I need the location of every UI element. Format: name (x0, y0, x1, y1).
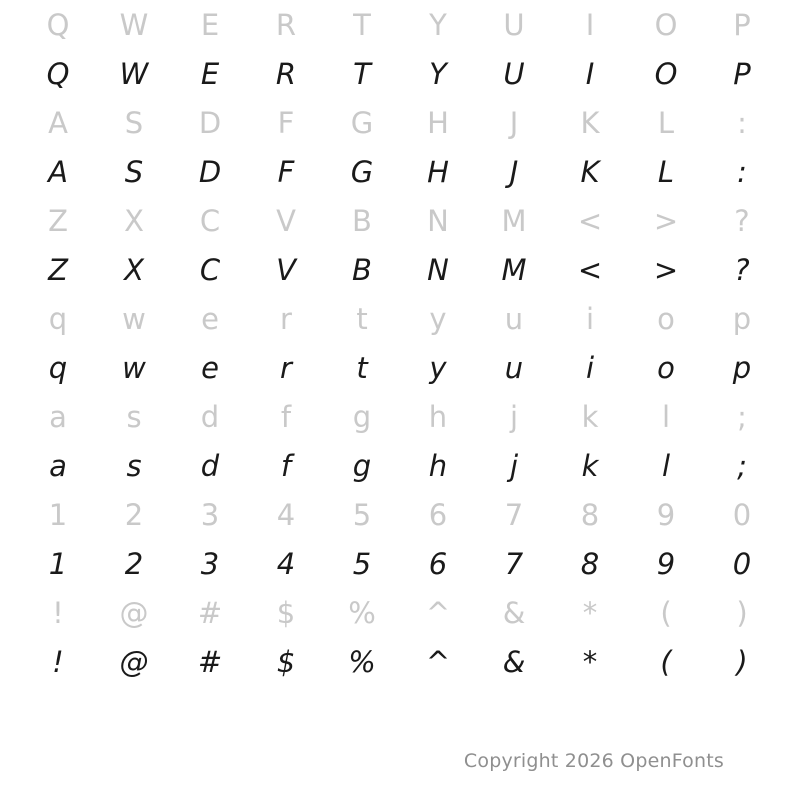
glyph-row-sample (20, 246, 780, 294)
glyph-cell: ( (660, 644, 672, 679)
glyph-cell: w (122, 350, 146, 385)
glyph-cell: D (198, 105, 222, 140)
glyph-row-pair (20, 98, 780, 196)
glyph-cell: g (352, 448, 372, 483)
glyph-cell: d (200, 448, 220, 483)
glyph-cell: O (654, 56, 678, 91)
glyph-cell: ! (52, 644, 64, 679)
glyph-cell: J (509, 105, 519, 140)
glyph-cell: 3 (200, 546, 220, 581)
glyph-cell: : (737, 154, 747, 189)
glyph-cell: ; (737, 448, 747, 483)
glyph-cell: F (277, 154, 295, 189)
glyph-cell: H (427, 105, 449, 140)
glyph-cell: 1 (48, 546, 68, 581)
glyph-cell: y (429, 350, 447, 385)
glyph-cell: i (585, 301, 595, 336)
glyph-cell: 7 (504, 497, 524, 532)
glyph-cell: ) (736, 644, 748, 679)
glyph-cell: K (580, 154, 600, 189)
glyph-cell: X (124, 203, 144, 238)
glyph-cell: U (503, 56, 525, 91)
glyph-row-sample (20, 50, 780, 98)
glyph-cell: G (350, 154, 374, 189)
glyph-row-reference (20, 196, 780, 246)
glyph-cell: f (280, 399, 292, 434)
glyph-cell: s (126, 448, 142, 483)
glyph-row-pair (20, 196, 780, 294)
glyph-cell: R (275, 7, 297, 42)
glyph-row-reference (20, 0, 780, 50)
glyph-cell: 5 (352, 546, 372, 581)
glyph-cell: 7 (504, 546, 524, 581)
glyph-row-sample (20, 344, 780, 392)
glyph-row-pair (20, 490, 780, 588)
glyph-row-sample (20, 442, 780, 490)
glyph-cell: h (428, 399, 448, 434)
glyph-cell: 0 (732, 497, 752, 532)
glyph-cell: V (276, 252, 296, 287)
glyph-cell: ; (737, 399, 747, 434)
glyph-cell: ) (736, 595, 748, 630)
glyph-cell: k (581, 448, 599, 483)
glyph-cell: j (509, 448, 519, 483)
glyph-cell: L (657, 105, 675, 140)
glyph-cell: g (352, 399, 372, 434)
glyph-cell: s (126, 399, 142, 434)
glyph-cell: A (48, 154, 68, 189)
glyph-cell: V (276, 203, 296, 238)
glyph-cell: ? (734, 252, 750, 287)
glyph-row-pair (20, 588, 780, 686)
glyph-cell: o (657, 350, 675, 385)
glyph-cell: 6 (428, 546, 448, 581)
glyph-cell: @ (119, 644, 149, 679)
glyph-cell: r (280, 350, 292, 385)
glyph-cell: B (352, 252, 372, 287)
glyph-cell: I (585, 56, 595, 91)
glyph-row-reference (20, 588, 780, 638)
glyph-cell: * (582, 644, 598, 679)
glyph-cell: B (352, 203, 372, 238)
glyph-cell: Z (48, 252, 68, 287)
glyph-cell: M (501, 203, 527, 238)
glyph-cell: r (280, 301, 292, 336)
glyph-cell: t (356, 350, 368, 385)
glyph-cell: $ (276, 595, 296, 630)
glyph-cell: % (348, 595, 376, 630)
glyph-cell: 6 (428, 497, 448, 532)
glyph-cell: ! (52, 595, 64, 630)
glyph-cell: a (49, 399, 67, 434)
glyph-cell: S (124, 105, 144, 140)
glyph-row-reference (20, 490, 780, 540)
glyph-cell: C (199, 252, 221, 287)
glyph-cell: q (48, 301, 68, 336)
glyph-cell: D (198, 154, 222, 189)
glyph-cell: a (49, 448, 67, 483)
glyph-cell: P (733, 56, 751, 91)
glyph-cell: & (502, 595, 526, 630)
glyph-cell: N (427, 252, 449, 287)
glyph-cell: h (428, 448, 448, 483)
glyph-cell: T (353, 56, 371, 91)
glyph-cell: Y (429, 7, 447, 42)
glyph-row-reference (20, 392, 780, 442)
glyph-row-pair (20, 0, 780, 98)
glyph-cell: q (48, 350, 68, 385)
glyph-cell: 1 (48, 497, 68, 532)
glyph-cell: E (200, 7, 220, 42)
glyph-cell: S (124, 154, 144, 189)
glyph-cell: k (581, 399, 599, 434)
glyph-cell: # (197, 595, 223, 630)
glyph-cell: T (353, 7, 371, 42)
glyph-cell: $ (276, 644, 296, 679)
glyph-row-sample (20, 148, 780, 196)
glyph-cell: ^ (425, 644, 451, 679)
glyph-cell: l (661, 448, 671, 483)
glyph-row-sample (20, 638, 780, 686)
glyph-cell: @ (119, 595, 149, 630)
glyph-cell: F (277, 105, 295, 140)
glyph-cell: L (657, 154, 675, 189)
glyph-cell: u (504, 301, 524, 336)
glyph-cell: G (350, 105, 374, 140)
glyph-cell: > (653, 252, 679, 287)
glyph-cell: 8 (580, 546, 600, 581)
glyph-cell: e (201, 350, 219, 385)
glyph-cell: 9 (656, 497, 676, 532)
glyph-cell: t (356, 301, 368, 336)
glyph-cell: P (733, 7, 751, 42)
glyph-row-reference (20, 98, 780, 148)
glyph-cell: A (48, 105, 68, 140)
glyph-cell: X (124, 252, 144, 287)
glyph-cell: H (427, 154, 449, 189)
glyph-cell: w (122, 301, 146, 336)
glyph-cell: 4 (276, 546, 296, 581)
glyph-cell: 2 (124, 546, 144, 581)
glyph-cell: j (509, 399, 519, 434)
glyph-cell: % (348, 644, 376, 679)
glyph-cell: u (504, 350, 524, 385)
glyph-cell: W (119, 56, 149, 91)
glyph-cell: < (577, 203, 603, 238)
glyph-cell: Z (48, 203, 68, 238)
glyph-cell: 5 (352, 497, 372, 532)
glyph-cell: Q (46, 7, 70, 42)
glyph-cell: E (200, 56, 220, 91)
copyright-notice: Copyright 2026 OpenFonts (463, 750, 724, 772)
glyph-cell: # (197, 644, 223, 679)
glyph-cell: p (732, 350, 752, 385)
glyph-cell: R (275, 56, 297, 91)
glyph-cell: f (280, 448, 292, 483)
glyph-cell: N (427, 203, 449, 238)
glyph-cell: 0 (732, 546, 752, 581)
glyph-cell: Q (46, 56, 70, 91)
glyph-row-reference (20, 294, 780, 344)
glyph-cell: I (585, 7, 595, 42)
glyph-cell: ^ (425, 595, 451, 630)
glyph-cell: C (199, 203, 221, 238)
glyph-cell: Y (429, 56, 447, 91)
glyph-cell: 4 (276, 497, 296, 532)
glyph-cell: y (429, 301, 447, 336)
glyph-cell: > (653, 203, 679, 238)
glyph-cell: W (119, 7, 149, 42)
glyph-cell: O (654, 7, 678, 42)
glyph-cell: 2 (124, 497, 144, 532)
glyph-cell: J (509, 154, 519, 189)
glyph-cell: ( (660, 595, 672, 630)
glyph-cell: & (502, 644, 526, 679)
glyph-cell: K (580, 105, 600, 140)
glyph-cell: e (201, 301, 219, 336)
glyph-cell: 3 (200, 497, 220, 532)
glyph-cell: p (732, 301, 752, 336)
glyph-cell: * (582, 595, 598, 630)
glyph-row-pair (20, 294, 780, 392)
glyph-cell: i (585, 350, 595, 385)
glyph-cell: U (503, 7, 525, 42)
glyph-cell: 8 (580, 497, 600, 532)
glyph-cell: d (200, 399, 220, 434)
glyph-cell: o (657, 301, 675, 336)
glyph-row-pair (20, 392, 780, 490)
glyph-cell: < (577, 252, 603, 287)
glyph-cell: : (737, 105, 747, 140)
glyph-row-sample (20, 540, 780, 588)
glyph-cell: M (501, 252, 527, 287)
glyph-cell: 9 (656, 546, 676, 581)
glyph-cell: l (661, 399, 671, 434)
glyph-cell: ? (734, 203, 750, 238)
